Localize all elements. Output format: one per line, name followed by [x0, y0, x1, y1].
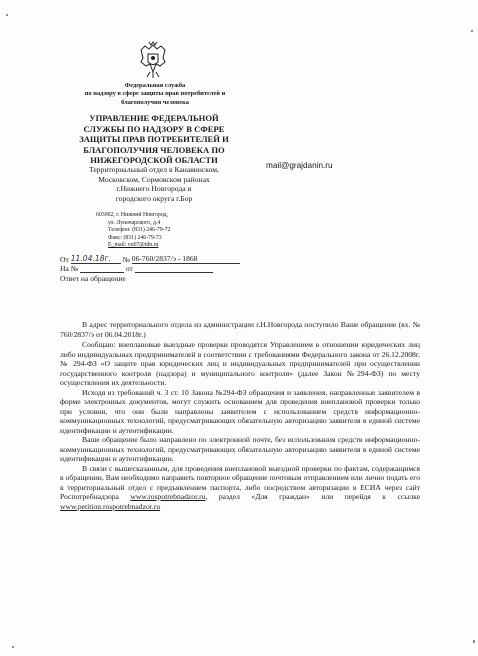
agency-title-line: НИЖЕГОРОДСКОЙ ОБЛАСТИ	[90, 155, 218, 166]
department-name	[64, 165, 244, 203]
department-line: Московском, Сормовском районах	[98, 174, 210, 184]
scan-speck	[12, 646, 14, 648]
body-paragraph: Сообщаю: внеплановые выездные проверки проводятся Управлением в отношении юридических лиц либо индивидуальных предпринимателей в соответствии с требованиями Федерального закона от 26.12.2008г. № 294-ФЗ «О защите прав юридических лиц и индивидуальных предпринимателей при осуществлении государственного контроля (надзора) и муниципального контроля» (далее Закон №294-ФЗ) по месту осуществления их деятельности.	[60, 340, 420, 387]
contact-phone: Телефон: (831) 246-79-72	[108, 227, 171, 234]
document-number: 06-760/2837/э - 1868	[132, 254, 240, 264]
department-line: г.Нижнего Новгорода и	[116, 184, 192, 194]
agency-title-line: ЗАЩИТЫ ПРАВ ПОТРЕБИТЕЛЕЙ И	[79, 134, 229, 145]
agency-name-title	[64, 113, 244, 166]
recipient-email: mail@grajdanin.ru	[266, 161, 333, 170]
agency-small-line: благополучия человека	[121, 98, 189, 106]
scan-speck	[473, 640, 475, 643]
reply-number-prefix: На №	[60, 264, 78, 273]
body-paragraph: Исходя из требований ч. 3 ст. 10 Закона №294-ФЗ обращения и заявления, направленные заявителем в форме электронных документов, могут служить основанием для проведения внеплановой проверки только при условии, что они были направлены заявителем с использованием средств информационно-коммуникационных технологий, предусматривающих обязательную авторизацию заявителя в единой системе идентификации и аутентификации.	[60, 387, 420, 435]
final-text-middle: , раздел «Для граждан» или перейдя к ссылке	[205, 492, 420, 501]
from-prefix: От	[60, 255, 69, 264]
contact-block	[96, 212, 246, 250]
reply-from-prefix: от	[125, 264, 133, 273]
agency-name-small	[60, 82, 250, 107]
handwritten-date: 11.04.18г.	[71, 254, 121, 264]
contact-address: 603002, г. Нижний Новгород,	[96, 212, 168, 218]
coat-of-arms-emblem	[136, 40, 170, 80]
scan-speck	[471, 30, 473, 32]
body-paragraph: В адрес территориального отдела из администрации г.Н.Новгорода поступило Ваше обращение (вх. № 760/2837/э от 06.04.2018г.)	[60, 320, 420, 339]
reply-number-blank	[80, 272, 124, 273]
reply-date-blank	[135, 272, 213, 273]
petition-link[interactable]: www.petition.rospotrebnadzor.ru	[60, 501, 161, 511]
body-paragraph-final	[60, 464, 420, 512]
department-line: городского округа г.Бор	[115, 193, 193, 203]
number-label: №	[122, 255, 130, 264]
agency-title-line: БЛАГОПОЛУЧИЯ ЧЕЛОВЕКА ПО	[83, 144, 225, 155]
scan-speck	[6, 14, 8, 16]
body-paragraph: Ваше обращение было направлено по электронной почте, без использования средств информационно-коммуникационных технологий, предусматривающих обязательную авторизацию заявителя в единой системе идентификации и аутентификации.	[60, 435, 420, 463]
agency-title-line: УПРАВЛЕНИЕ ФЕДЕРАЛЬНОЙ	[89, 113, 219, 123]
department-line: Территориальный отдел в Канавинском,	[89, 165, 219, 174]
agency-title-line: СЛУЖБЫ ПО НАДЗОРУ В СФЕРЕ	[83, 123, 225, 134]
agency-small-line: по надзору в сфере защиты прав потребителей и	[84, 90, 226, 98]
letter-body	[60, 320, 420, 511]
rospotrebnadzor-link[interactable]: www.rospotrebnadzor.ru	[130, 492, 206, 501]
contact-fax: Факс: (831) 246-79-73	[108, 234, 162, 241]
final-text-start: В связи с вышесказанным, для проведения внеплановой выездной проверки по фактам, содержащимся в обращении, Вам необходимо направить повторное обращение почтовым отправлением или лично подать его в территориальный отдел с предъявлением паспорта, либо посредством авторизации в ЕСИА через сайт Роспотребнадзора	[60, 463, 420, 501]
agency-small-line: Федеральная служба	[124, 82, 186, 89]
reply-label: Ответ на обращение	[60, 274, 126, 283]
contact-street: ул. Луначарского, д.4	[108, 219, 161, 226]
contact-email: E_mail: yu07@tdn.ru	[108, 242, 159, 249]
